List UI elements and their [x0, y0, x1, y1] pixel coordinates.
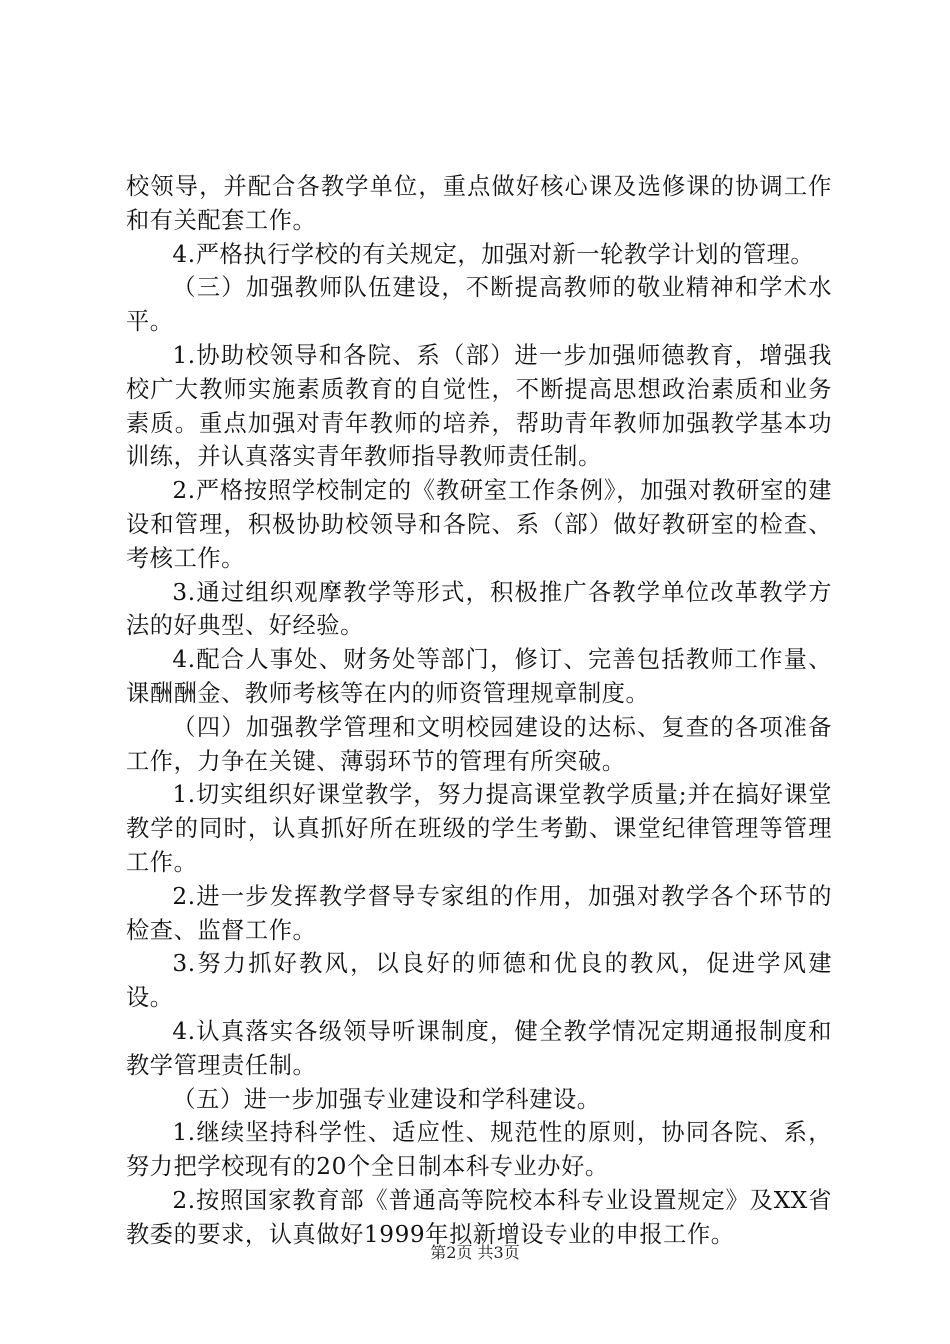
paragraph: 4.严格执行学校的有关规定，加强对新一轮教学计划的管理。 — [172, 240, 815, 268]
paragraph: 3.努力抓好教风，以良好的师德和优良的教风，促进学风建设。 — [126, 950, 832, 1012]
paragraph: 3.通过组织观摩教学等形式，积极推广各教学单位改革教学方法的好典型、好经验。 — [126, 578, 832, 640]
section-heading: （四）加强教学管理和文明校园建设的达标、复查的各项准备工作，力争在关键、薄弱环节的管理有所突破。 — [126, 713, 832, 775]
paragraph: 2.按照国家教育部《普通高等院校本科专业设置规定》及XX省教委的要求，认真做好1999年拟新增设专业的申报工作。 — [126, 1186, 832, 1248]
paragraph: 2.严格按照学校制定的《教研室工作条例》，加强对教研室的建设和管理，积极协助校领导和各院、系（部）做好教研室的检查、考核工作。 — [126, 477, 832, 572]
paragraph: 1.协助校领导和各院、系（部）进一步加强师德教育，增强我校广大教师实施素质教育的自觉性，不断提高思想政治素质和业务素质。重点加强对青年教师的培养，帮助青年教师加强教学基本功训练，并认真落实青年教师指导教师责任制。 — [126, 341, 832, 471]
document-body — [126, 170, 832, 1252]
paragraph: 4.配合人事处、财务处等部门，修订、完善包括教师工作量、课酬酬金、教师考核等在内的师资管理规章制度。 — [126, 646, 832, 707]
paragraph: 1.继续坚持科学性、适应性、规范性的原则，协同各院、系，努力把学校现有的20个全日制本科专业办好。 — [126, 1119, 832, 1181]
paragraph: 1.切实组织好课堂教学，努力提高课堂教学质量;并在搞好课堂教学的同时，认真抓好所在班级的学生考勤、课堂纪律管理等管理工作。 — [126, 781, 832, 876]
section-heading: （三）加强教师队伍建设，不断提高教师的敬业精神和学术水平。 — [126, 274, 832, 336]
paragraph: 校领导，并配合各教学单位，重点做好核心课及选修课的协调工作和有关配套工作。 — [126, 173, 832, 234]
page-number-footer: 第2页 共3页 — [430, 1243, 520, 1262]
section-heading: （五）进一步加强专业建设和学科建设。 — [172, 1085, 601, 1113]
paragraph: 2.进一步发挥教学督导专家组的作用，加强对教学各个环节的检查、监督工作。 — [126, 882, 832, 944]
paragraph: 4.认真落实各级领导听课制度，健全教学情况定期通报制度和教学管理责任制。 — [126, 1017, 832, 1079]
